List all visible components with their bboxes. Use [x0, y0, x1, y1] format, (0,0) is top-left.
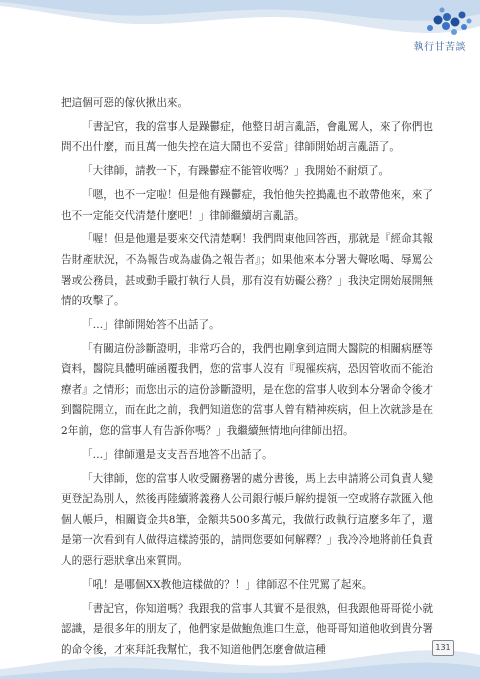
- paragraph: 「吼！是哪個XX教他這樣做的？！」律師忍不住咒罵了起來。: [82, 578, 373, 591]
- article-body: [61, 93, 433, 664]
- section-header-label: 執行甘苦談: [413, 42, 466, 53]
- paragraph: 「大律師，請教一下，有躁鬱症不能管收嗎？」我開始不耐煩了。: [82, 165, 390, 178]
- paragraph: 把這個可惡的傢伙揪出來。: [61, 97, 189, 109]
- paragraph: 「書記官，你知道嗎？我跟我的當事人其實不是很熟，但我跟他哥哥從小就認識，是很多年的朋友了，他們家是做鮑魚進口生意，他哥哥知道他收到貴分署的命令後，才來拜託我幫忙，我不知道他們怎麼會做這種: [61, 602, 433, 656]
- paragraph: 「…」律師還是支支吾吾地答不出話了。: [82, 448, 273, 461]
- paragraph: 「有關這份診斷證明，非常巧合的，我們也剛拿到這間大醫院的相關病歷等資料，醫院具體明確函覆我們，您的當事人沒有『現罹疾病，恐因管收而不能治療者』之情形；而您出示的這份診斷證明，是在您的當事人收到本分署命令後才到醫院開立，而在此之前，我們知道您的當事人曾有精神疾病，但上次就診是在2年前，您的當事人有告訴你嗎？」我繼續無情地向律師出招。: [61, 342, 433, 438]
- paragraph: 「…」律師開始答不出話了。: [82, 318, 220, 331]
- paragraph: 「大律師，您的當事人收受關務署的處分書後，馬上去申請將公司負責人變更登記為別人，然後再陸續將義務人公司銀行帳戶解約提領一空或將存款匯入他個人帳戶，相關資金共8筆，金額共500多萬元，我做行政執行這麼多年了，還是第一次看到有人做得這樣誇張的，請問您要如何解釋？」我冷冷地將前任負責人的惡行惡狀拿出來質問。: [61, 472, 433, 567]
- paragraph: 「喔！但是他還是要來交代清楚啊！我們問東他回答西，那就是『經命其報告財產狀況，不為報告或為虛偽之報告者』；如果他來本分署大聲吆喝、辱罵公署或公務員，甚或動手毆打執行人員，那有沒有妨礙公務？」我決定開始展開無情的攻擊了。: [61, 233, 433, 308]
- paragraph: 「書記官，我的當事人是躁鬱症，他整日胡言亂語，會亂罵人，來了你們也問不出什麼，而且萬一他失控在這大鬧也不妥當」律師開始胡言亂語了。: [61, 120, 433, 154]
- flower-emblem-icon: [356, 6, 476, 64]
- page-number: 131: [432, 640, 454, 656]
- paragraph: 「嗯，也不一定啦！但是他有躁鬱症，我怕他失控搗亂也不敢帶他來，來了也不一定能交代清楚什麼吧！」律師繼續胡言亂語。: [61, 188, 433, 222]
